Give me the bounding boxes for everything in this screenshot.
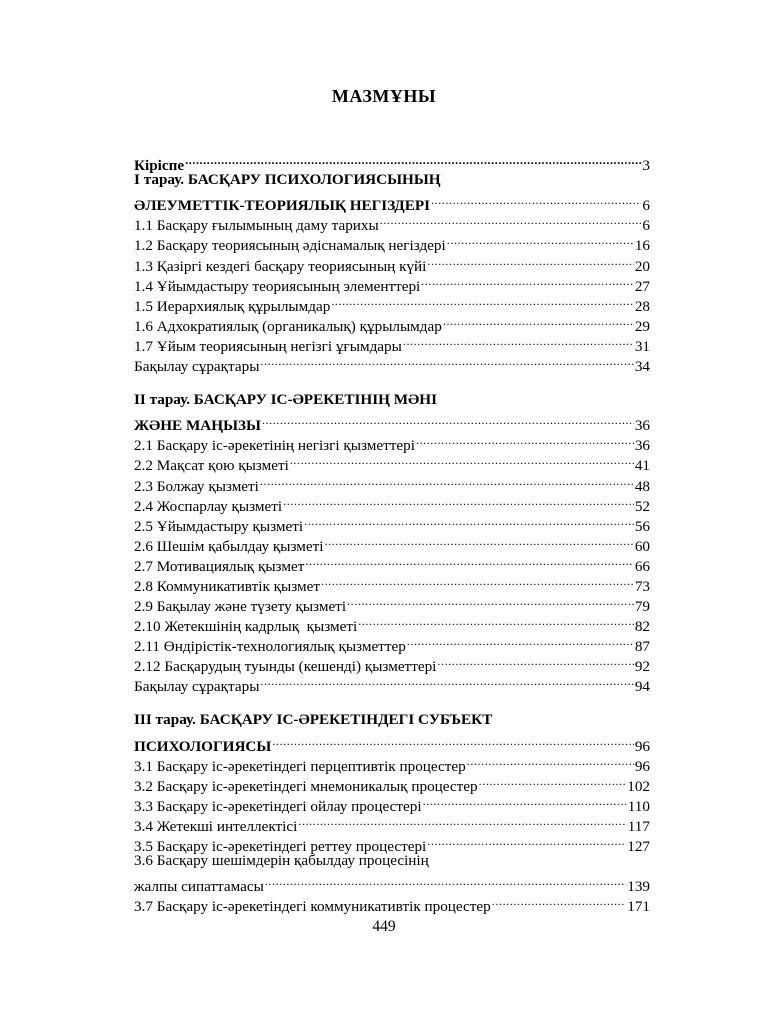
toc-entry-label: 2.8 Коммуникативтік қызмет: [134, 577, 320, 595]
toc-entry-page: 28: [634, 297, 650, 315]
toc-entry-label: 3.5 Басқару іс-әрекетіндегі реттеу процестері: [134, 838, 427, 856]
chapter-2-heading-line2: [134, 410, 650, 435]
toc-entry-label: 2.3 Болжау қызметі: [134, 477, 259, 495]
dot-leader: [447, 230, 634, 250]
toc-entry-page: 66: [634, 557, 650, 575]
toc-entry-label: 2.2 Мақсат қою қызметі: [134, 457, 289, 475]
toc-entry-label: 2.7 Мотивациялық қызмет: [134, 557, 305, 575]
toc-entry-label: 1.2 Басқару теориясының әдіснамалық негіздері: [134, 237, 446, 255]
toc-entry-label: 2.9 Бақылау және түзету қызметі: [134, 598, 347, 616]
dot-leader: [304, 511, 634, 531]
dot-leader: [272, 731, 634, 751]
dot-leader: [290, 450, 634, 470]
toc-entry-label: Бақылау сұрақтары: [134, 678, 260, 696]
dot-leader: [265, 871, 626, 891]
toc-entry-page: 82: [634, 618, 650, 636]
toc-entry-page: 127: [627, 838, 650, 856]
toc-entry-page: 102: [627, 777, 650, 795]
toc-entry-page: 20: [634, 257, 650, 275]
toc-entry-label: 1.3 Қазіргі кездегі басқару теориясының күйі: [134, 257, 427, 275]
dot-leader: [283, 491, 634, 511]
toc-entry-page: 94: [634, 678, 650, 696]
toc-entry-label: 2.4 Жоспарлау қызметі: [134, 497, 283, 515]
toc-entry-page: 36: [634, 437, 650, 455]
chapter-1-heading-line2: [134, 190, 650, 215]
dot-leader: [427, 250, 633, 270]
toc-entry-label: Кіріспе: [134, 157, 185, 175]
toc-entry-page: 73: [634, 577, 650, 595]
toc-entry-page: 27: [634, 277, 650, 295]
toc-entry-page: 60: [634, 537, 650, 555]
toc-entry-label: ЖӘНЕ МАҢЫЗЫ: [134, 417, 261, 435]
toc-entry-label: 3.3 Басқару іс-әрекетіндегі ойлау процестері: [134, 797, 422, 815]
toc-entry-label: 2.12 Басқарудың туынды (кешенді) қызметтері: [134, 658, 437, 676]
toc-entry-label: 2.1 Басқару іс-әрекетінің негізгі қызметтері: [134, 437, 415, 455]
dot-leader: [260, 351, 633, 371]
toc-entry-page: 6: [642, 217, 650, 235]
toc-entry-label: 2.5 Ұйымдастыру қызметі: [134, 517, 304, 535]
dot-leader: [305, 551, 633, 571]
chapter-1-heading: І тарау. БАСҚАРУ ПСИХОЛОГИЯСЫНЫҢ: [134, 171, 441, 189]
toc-entry-intro: [134, 150, 650, 175]
dot-leader: [467, 751, 634, 771]
toc-entry-label: ПСИХОЛОГИЯСЫ: [134, 737, 272, 755]
dot-leader: [492, 891, 626, 911]
toc-entry-label: жалпы сипаттамасы: [134, 878, 264, 896]
toc-entry-label: 3.1 Басқару іс-әрекетіндегі перцептивтік процестер: [134, 757, 466, 775]
toc-entry-label: 1.5 Иерархиялық құрылымдар: [134, 297, 331, 315]
dot-leader: [431, 190, 641, 210]
dot-leader: [324, 531, 633, 551]
table-of-contents: [134, 150, 650, 916]
toc-entry-label: 3.4 Жетекші интеллектісі: [134, 818, 298, 835]
chapter-2-heading: ІІ тарау. БАСҚАРУ ІС-ӘРЕКЕТІНІҢ МӘНІ: [134, 391, 437, 409]
dot-leader: [321, 571, 634, 591]
toc-entry-page: 29: [634, 317, 650, 335]
toc-entry-page: 139: [627, 878, 650, 896]
toc-entry-page: 56: [634, 517, 650, 535]
toc-entry-page: 96: [634, 757, 650, 775]
dot-leader: [427, 831, 626, 851]
dot-leader: [331, 291, 634, 311]
toc-entry-page: 92: [634, 658, 650, 676]
chapter-3-heading: ІІІ тарау. БАСҚАРУ ІС-ӘРЕКЕТІНДЕГІ СУБЪЕКТ: [134, 711, 493, 729]
toc-entry-label: Бақылау сұрақтары: [134, 358, 260, 376]
toc-entry-label: 3.7 Басқару іс-әрекетіндегі коммуникативтік процестер: [134, 898, 491, 916]
page-title: МАЗМҰНЫ: [331, 86, 437, 106]
dot-leader: [347, 591, 634, 611]
toc-entry-label: 1.1 Басқару ғылымының даму тарихы: [134, 217, 379, 235]
toc-entry-page: 117: [627, 818, 650, 835]
dot-leader: [262, 410, 634, 430]
toc-entry-page: 110: [627, 797, 650, 815]
toc-entry-label: ӘЛЕУМЕТТІК-ТЕОРИЯЛЫҚ НЕГІЗДЕРІ: [134, 197, 431, 215]
toc-entry-page: 34: [634, 358, 650, 376]
toc-entry-page: 16: [634, 237, 650, 255]
toc-entry-page: 48: [634, 477, 650, 495]
dot-leader: [260, 671, 633, 691]
chapter-3-heading-line2: [134, 731, 650, 755]
dot-leader: [380, 210, 642, 230]
dot-leader: [479, 771, 627, 791]
page-number: 449: [372, 918, 396, 935]
dot-leader: [416, 430, 634, 450]
toc-entry-3-6-line1: 3.6 Басқару шешімдерін қабылдау процесінің: [134, 852, 429, 870]
toc-entry-page: 41: [634, 457, 650, 475]
toc-entry-label: 3.2 Басқару іс-әрекетіндегі мнемоникалық процестер: [134, 777, 478, 795]
dot-leader: [298, 811, 626, 831]
dot-leader: [403, 331, 634, 351]
dot-leader: [407, 631, 634, 651]
toc-entry-page: 87: [634, 638, 650, 656]
toc-entry-page: 36: [634, 417, 650, 435]
dot-leader: [358, 611, 634, 631]
toc-entry-page: 171: [627, 898, 650, 916]
dot-leader: [443, 311, 634, 331]
toc-entry-page: 6: [642, 197, 650, 215]
toc-entry: [134, 871, 650, 896]
dot-leader: [185, 150, 641, 170]
toc-entry-page: 3: [642, 157, 650, 175]
toc-entry-label: 2.6 Шешім қабылдау қызметі: [134, 537, 324, 555]
toc-entry-page: 52: [634, 497, 650, 515]
toc-entry-page: 96: [634, 737, 650, 755]
dot-leader: [423, 791, 627, 811]
dot-leader: [260, 470, 634, 490]
toc-entry-label: 1.7 Ұйым теориясының негізгі ұғымдары: [134, 337, 402, 355]
toc-entry-label: 1.6 Адхократиялық (органикалық) құрылымдар: [134, 317, 442, 335]
toc-entry-label: 2.10 Жетекшінің кадрлық қызметі: [134, 618, 358, 636]
toc-entry-label: 2.11 Өндірістік-технологиялық қызметтер: [134, 638, 406, 656]
dot-leader: [421, 271, 634, 291]
toc-entry-page: 79: [634, 598, 650, 616]
toc-entry-label: 1.4 Ұйымдастыру теориясының элементтері: [134, 277, 421, 295]
toc-entry-page: 31: [634, 337, 650, 355]
dot-leader: [437, 651, 633, 671]
